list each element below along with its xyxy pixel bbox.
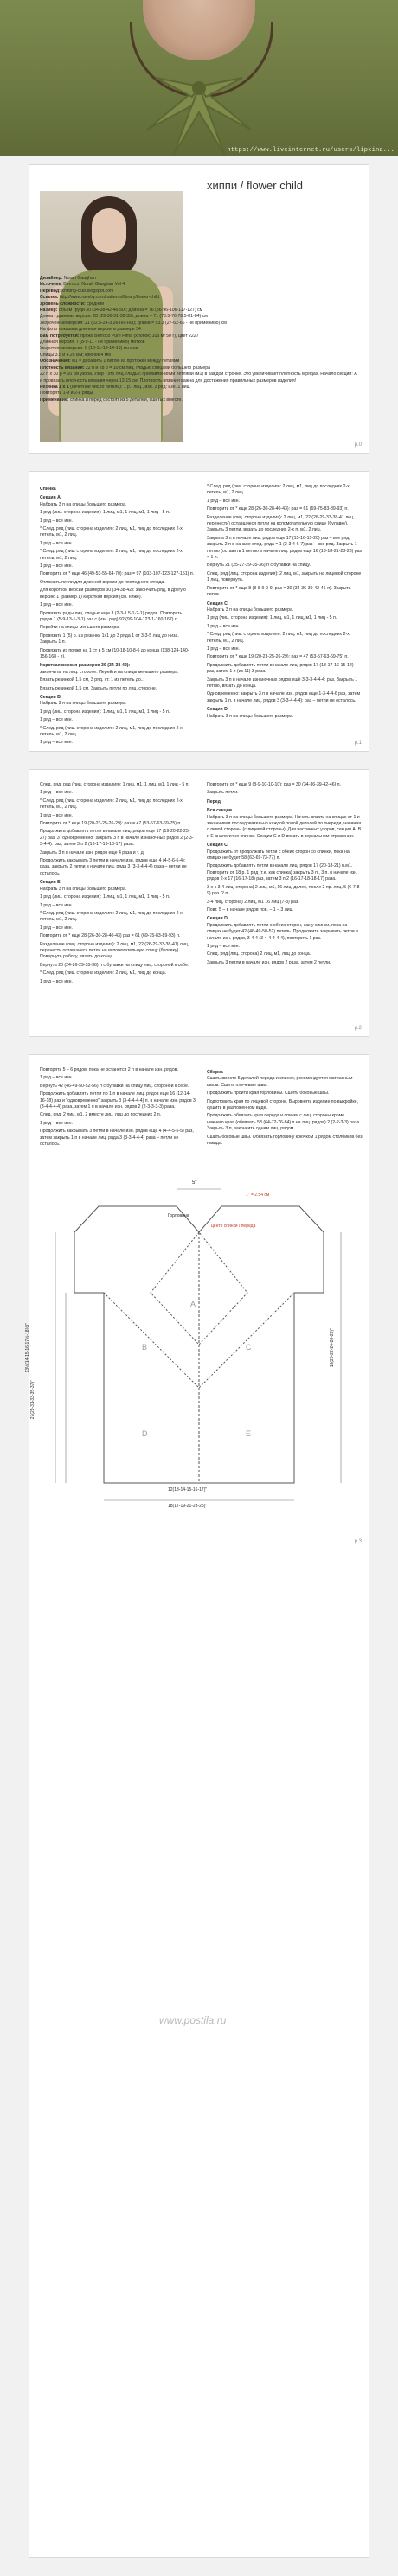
info-line — [40, 366, 360, 372]
info-label: Обозначения: — [40, 359, 73, 365]
info-label: Источник: — [40, 282, 64, 288]
pattern-page-2 — [29, 471, 369, 752]
instruction-line: Набрать 3 п на спицы большего размера. — [40, 501, 127, 507]
info-text: http://www.ravelry.com/patterns/library/flower-child — [59, 295, 160, 301]
instruction-line: * След. ряд (лиц. сторона изделия): 2 лиц, м1, лиц до последних 2-х петель, м1, 2 лиц. — [40, 910, 183, 923]
instruction-line: Закрыть 3 п в начале лиц. рядов еще 17 (15-16-15-20) раз – все ряд, закрыть 2 п в начале след. ряда = 1 (2-3-4-6-7) раз – все ряд. Закрыть 1 петлю (оставить 1 петлю в начале лиц. рядов еще 16 (18-18-21-23-26) раз = 1 п. — [207, 535, 362, 561]
info-line — [40, 308, 360, 314]
section-heading: Секция Е — [40, 880, 61, 886]
instruction-line: 1 ряд – все изн. — [40, 1075, 73, 1081]
right-dimension: 18(20-22-24-26-28)" — [329, 1328, 335, 1368]
info-label: Плотность вязания: — [40, 365, 86, 371]
instruction-line: 1 ряд – все изн. — [40, 812, 73, 818]
info-text: 22 п и 28 р = 10 см лиц. гладью спицами большего размера — [85, 365, 211, 371]
section-heading: Секция А — [40, 495, 61, 501]
section-heading: Сборка — [207, 1070, 223, 1075]
pattern-info — [40, 276, 360, 404]
info-line — [40, 340, 360, 346]
info-line — [40, 372, 360, 385]
instruction-line: закончить, на лиц. стороне. Перейти на спицы меньшего размера. — [40, 669, 179, 675]
instruction-line: 1 ряд – все изн. — [40, 740, 73, 746]
info-label: Ссылка: — [40, 295, 60, 301]
pattern-page-1 — [29, 164, 369, 454]
instruction-line: Продолжить добавлять петли по 1 п в начале лиц. рядов еще 16 (12-14-16-18) раз и "одновременно" закрыть 3 (3-4-4-4-4) п. в начале изн. рядов 3 (3-4-4-4-4) раза, затем 1 п в начале изн. рядов 2 (2-3-3-3-3) раза. — [40, 1091, 196, 1110]
section-heading: Спинка — [40, 487, 56, 492]
page-number: p.3 — [354, 1539, 362, 1544]
info-line — [40, 327, 360, 333]
instruction-line: 1 ряд – все изн. — [40, 540, 73, 546]
info-text: Повторять 1-й и 2-й ряды. — [40, 391, 94, 397]
instruction-line: 1 ряд – все изн. — [207, 646, 240, 652]
leaf-motif — [138, 52, 260, 156]
instruction-line: Продолжить добавлять петли в начале лиц. рядов 17 (18-17-16-15-14) раз, затем 1 п (из 11) 3 раза. — [207, 662, 354, 675]
center-label: центр спинки / переда — [211, 1224, 256, 1229]
instruction-line: 1 ряд (лиц. сторона изделия): 1 лиц, м1, 1 лиц, м1, 1 лиц - 5 п. — [40, 709, 170, 715]
info-text: м1 = добавить 1 петлю из протяжки между петлями — [72, 359, 180, 365]
info-text: Длина - длинная версия: 28 (29-30-31-32-33); длина = 71 (73.5-76-78.5-81-84) см — [40, 314, 208, 320]
model-face — [92, 208, 126, 253]
info-text: пряжа Berroco Pure Pima (хлопок; 105 м/ 50 г), цвет 2227 — [80, 333, 199, 339]
info-text: Укороченная версия: 21 (22.5-24-3.26-н/а-н/а); длина = 53.3 (27-62-66 - не применимо) см — [40, 320, 227, 326]
section-heading: Короткая версия размеров 30 (34-38-42): — [40, 663, 131, 669]
instruction-line: Продолжить от продолжать петли с обеих сторон со спинки, пока на спицах не будет 58 (63-69-73-77) п. — [207, 849, 350, 862]
instruction-line: 1 ряд – все изн. — [40, 602, 73, 608]
instruction-line: 1 ряд – все изн. — [207, 623, 240, 629]
instruction-line: Повторять 5 – 6 рядов, пока не останется 2 п в начале изн. рядов. — [40, 1067, 178, 1072]
instruction-line: Повторить от * еще 28 (26-30-28-40-43): раз = 61 (69-75-83-89-93) п. — [207, 506, 349, 512]
info-line — [40, 334, 360, 340]
page-number: p.1 — [354, 741, 362, 746]
watermark: www.postila.ru — [159, 2014, 227, 2026]
section-heading: Секция В — [40, 694, 61, 700]
info-label: Размер: — [40, 308, 59, 314]
instruction-line: 1 ряд (лиц. сторона изделия): 1 лиц, м1, 1 лиц, м1, 1 лиц - 5 п. — [40, 510, 170, 516]
instruction-line: Закрыть 3 петли в начале изн. рядов 2 раза, затем 2 петли. — [207, 959, 331, 965]
front-instructions — [207, 782, 363, 968]
page-number: p.0 — [354, 442, 362, 448]
instruction-line: 3-х с 3-4 лиц, сторона) 2 лиц, м1, 16 лиц, далее, после 2 пр. лиц. 5 (6-7-8-9) раз. 2 п. — [207, 884, 362, 897]
info-text: Norah Gaughan — [63, 276, 96, 281]
info-line — [40, 302, 360, 308]
instruction-line: След. ряд (лиц. сторона) 2 лиц, м1, лиц до конца. — [207, 951, 311, 957]
instruction-line: 3-4 лиц, сторона) 2 лиц, м1 16 лиц (7-8) раз. — [207, 899, 299, 905]
instruction-line: Провязать ряды лиц. гладью еще 3 (2-3-1.5-1-2-1) рядов. Повторять рядов 1 (5-9-13-1-3-1) раз с (изн. ряд) 92 (99-104-123-1-160-167) п. — [40, 610, 183, 622]
instruction-line: Продолжить закрывать 3 петли в начале изн. рядов еще 4 (4-4-5-5-5) раз, затем закрыть 1 п в начале лиц. ряда 3 (3-3-4-4-4) раза – петли не осталось. — [40, 1129, 194, 1148]
instruction-line: Набрать 3 п на спицы большего размера. — [207, 607, 294, 613]
info-label: Дизайнер: — [40, 276, 64, 281]
instruction-line: 1 ряд (лиц. сторона изделия): 1 лиц, м1, 1 лиц, м1, 1 лиц - 5 п. — [207, 615, 337, 621]
instruction-line: 1 ряд – все изн. — [40, 925, 73, 931]
instruction-line: Вернуть 20 (24-26-29-35-36) п с булавки на спицу лиц. стороной к себе. — [40, 962, 189, 968]
instruction-line: Перейти на спицы меньшего размера. — [40, 625, 120, 631]
conversion-note: 1" = 2.54 см — [246, 1193, 270, 1198]
instruction-line: Набрать 3 п на спицы большего размера. — [40, 886, 127, 892]
instruction-line: Провязать 1 (5) р. из резинки 1x1 до 3 ряда 1 от 3-3-5 лиц до низа. Закрыть 1 п. — [40, 633, 179, 646]
instruction-line: Разделение (лиц. сторона изделия): 2 лиц, м1, 22 (26-29-33-38-41) лиц, перенести оставшиеся петли на вспомогательную спицу (булавку). Повернуть работу, вязать до конца. — [40, 941, 189, 960]
instruction-line: Повторить от * еще 28 (26-30-28-40-43) раз = 61 (69-75-83-89-93) п. — [40, 933, 181, 939]
info-line — [40, 314, 360, 320]
info-label: Перевод: — [40, 288, 62, 294]
top-dimension: 5" — [192, 1180, 197, 1186]
info-text: Укороченная версия: 6 (10-11-13-14-16) мотков — [40, 346, 138, 352]
instruction-line: Провязать из пряжи на 1 ст в 5 см (10-18-10-8-6 до конца (138-124-140-156-168 - п). — [40, 647, 189, 659]
schematic-svg — [38, 1172, 360, 1535]
info-label: Резинка 1 x 1 — [40, 384, 71, 390]
section-c-label: C — [246, 1343, 252, 1352]
section-heading: Секция D — [207, 916, 228, 922]
model-skirt — [61, 398, 161, 442]
instruction-line: Повторить от * еще 9 (8-9-10-10-10): раз = 30 (34-36-39-42-46) п. — [207, 782, 342, 787]
instruction-line: 1 ряд – все изн. — [40, 563, 73, 569]
info-line — [40, 321, 360, 327]
info-label: Уровень сложности: — [40, 301, 87, 307]
instruction-line: Закрыть 3 п в начале изн. рядов еще 4 раза и т. д. — [40, 849, 145, 855]
instruction-line: Сшить боковые швы. Обвязать горловину крючком 1 рядом столбиков без накида. — [207, 1134, 363, 1147]
hero-photo — [0, 0, 398, 156]
instruction-line: 1 ряд – все изн. — [40, 978, 73, 984]
bottom-dimension: 18(17-19-21-23-25)" — [168, 1504, 208, 1509]
instruction-line: * След. ряд (лиц. сторона изделия): 2 лиц, м1, лиц до последних 2-х петель, м1, 2 лиц. — [40, 725, 183, 737]
left-dimension-2: 27(29-31-33-35-37)" — [29, 1380, 35, 1420]
info-text: 22 п x 30 р = 10 см узора. Узор - это лиц. гладь с прибавлениями петлями (м1) в каждой строчке. Это увеличивает плотность в рядах. Начало секции: А и провязать плотность вязания через 13-15 см. Плотность вязания важна для достижения правильных размеров изделия! — [40, 372, 357, 384]
section-e-label: E — [246, 1429, 252, 1438]
pattern-page-4 — [25, 1054, 369, 2558]
instruction-line: Повт. 5 – в начале рядов пов. – 1 – 3 лиц. — [207, 906, 294, 913]
info-line — [40, 346, 360, 352]
info-line — [40, 359, 360, 365]
section-b-label: B — [142, 1343, 148, 1352]
instruction-line: Набрать 3 п на спицы большего размера. — [40, 701, 127, 707]
section-heading: Секция С — [207, 843, 228, 849]
info-text: Спицы 3.5 и 4.25 мм; крючок 4 мм — [40, 352, 111, 358]
instruction-line: Для короткой версии размеров 30 (34-38-42): закончить ряд, в другую версию 1 (размер 1) Короткая версия (см. ниже). — [40, 588, 186, 600]
instruction-line: Повторить от * еще 19 (20-23-25-26-29): раз = 47 (53-57-63-69-75) п. — [40, 821, 182, 827]
instruction-line: 1 ряд (лиц. сторона изделия): 1 лиц, м1, 1 лиц, м1, 1 лиц - 5 п. — [40, 894, 170, 900]
pattern-page-3 — [29, 769, 369, 1037]
info-label: Примечание: — [40, 397, 70, 403]
instruction-line: Закрыть петли. — [207, 790, 239, 796]
info-line — [40, 276, 360, 282]
instruction-line: 1 ряд – все изн. — [40, 902, 73, 908]
info-text: Длинная версия: 7 (8-9-11 - не применимо) мотков — [40, 340, 145, 346]
info-line — [40, 398, 360, 404]
photo-url-caption[interactable]: https://www.liveinternet.ru/users/lipkina... — [227, 147, 395, 154]
instruction-line: Закрыть 3 п в начале изнаночных рядов ещё 3-3-3-4-4-4: раз. Закрыть 1 петлю, вязать до конца. — [207, 677, 358, 689]
instruction-line: След. ряд: 2 лиц, м1, 2 вместе лиц, лиц до последних 2 п. — [40, 1112, 162, 1118]
info-line — [40, 295, 360, 301]
instruction-line: * След. ряд (лиц. сторона изделия): 2 лиц, м1, лиц до последних 2-х петель, м1, 2 лиц. — [40, 798, 183, 811]
neck-label: Горловина — [168, 1213, 189, 1218]
instruction-line: Продолжить добавлять петли в начале лиц. рядов 17 (20-18-21) п.м1. Повторить от 18 р. 1 ряд (т.е. как спинка) закрыть 3 п., 3 п. в начале изн. рядов 2-х 17 (16-17-18) раз, затем 3 п 2 (16-17-18-18-17) раза. — [207, 863, 358, 882]
back-instructions-continued — [40, 782, 196, 987]
info-line — [40, 391, 360, 397]
instruction-line: След. ряд (лиц. сторона изделия): 2 лиц, м1, закрыть на лицевой стороне 1 лиц, повернуть. — [207, 570, 362, 583]
instruction-line: Одновременно: закрыть 3 п в начале изн. рядов еще 1-3-4-4-6 раз, затем закрыть 1 п. в начале лиц. рядов 3 (3-3-4-4-4): раз – петли не осталось. — [207, 691, 361, 703]
back-instructions-right — [207, 484, 363, 722]
instruction-line: Разделение (лиц. сторона изделия): 2 лиц, м1, 22 (26-29-33-38-41 лиц, перенести) оставшиеся петли на вспомогательную спицу (булавку). Закрыть 3 петли, вязать до последних 2-х п, м1, 2 лиц. — [207, 514, 355, 533]
section-heading: Перед — [207, 798, 221, 805]
instruction-line: Набрать 3 п на спицы большего размера. Начать вязать на спицах от 1 и заканчивая последовательно каждой полой деталей по очереди, начиная с левой стороны (с лицевой стороны). Для частичных узоров, секции А, В и Е аналогично спинке. Секции С и D вязать в зеркальном отражении. — [207, 814, 362, 839]
instruction-line: Вязать резинкой 1.5 см. Закрыть петли по лиц. стороне. — [40, 685, 157, 691]
instruction-line: * След. ряд (лиц. сторона изделия): 2 лиц, м1, лиц до последних 2-х петель, м1, 2 лиц. — [207, 484, 350, 496]
info-line — [40, 289, 360, 295]
instruction-line: Продолжить добавлять петли в начале лиц. рядов еще 17 (19-20-22-25-27) раз, 3 "одновременно" закрыть 3 п в начале изнаночных рядов 2 (2-3-3-4-4): раз, затем 3 п 2 (16-17-18-18-17) раза. — [40, 829, 194, 848]
instruction-line: Повторить от * еще 46 (49-53-55-64-70): раз = 97 (103-107-123-127-151) п. — [40, 571, 195, 577]
instruction-line: 1 ряд – все изн. — [40, 1120, 73, 1126]
instruction-line: След. ряд. ряд (лиц. сторона изделия): 1 лиц, м1, 1 лиц, м1, 1 лиц - 5 п. — [40, 782, 189, 787]
width-dimension: 12(13-14-15-16-17)" — [168, 1487, 208, 1492]
schematic-diagram — [25, 1172, 360, 1535]
instruction-line: Повторить от * еще 8 (8-8-9-9-9) раз = 30 (34-36-39-42-46-п). Закрыть петли. — [207, 585, 351, 598]
instruction-line: * След. ряд (лиц. сторона изделия): 2 лиц, м1, лиц до конца. — [40, 970, 167, 976]
instruction-line: 1 ряд – все изн. — [207, 943, 240, 949]
info-text: спинка и перед состоят из 5 деталей, сшитых вместе. — [69, 397, 183, 403]
pattern-title: хиппи / flower child — [207, 179, 303, 192]
instruction-line: Вернуть 21 (25-27-29-35-36) п с булавки на спицу. — [207, 563, 311, 569]
instruction-line: Подготовить края по лицевой стороне. Выровнять изделие по выкройке, сушить в разложенном виде. — [207, 1098, 358, 1111]
section-heading: Вся секция — [207, 808, 232, 814]
finishing-instructions — [207, 1067, 363, 1148]
instruction-line: * След. ряд (лиц. сторона изделия): 2 лиц, м1, лиц до последних 2-х петель, м1, 2 лиц. — [40, 526, 183, 538]
instruction-line: Набрать 3 п на спицы большего размера. — [207, 713, 294, 719]
instruction-line: Отложить петли для длинной версии до последнего отхода. — [40, 579, 165, 585]
section-heading: Секция D — [207, 707, 228, 713]
info-text: Berroco: Norah Gaughan Vol 4 — [63, 282, 125, 288]
info-text: На фото показана длинная версия в размере 34 — [40, 327, 141, 333]
section-heading: Секция С — [207, 601, 228, 607]
page-number: p.2 — [354, 1026, 362, 1031]
info-text: (нечетное число петель): 1 р.: лиц., изн. 2 ряд: изн. 1 лиц. — [70, 384, 191, 390]
instruction-line: Продолжить закрывать 3 петли в начале изн. рядов еще 4 (4-5-6-6-4): раза, закрыть 2 петли в начале лиц. ряда 3 (3-3-4-4-4) раза – петли не осталось. — [40, 858, 187, 876]
instruction-line: Вернуть 42 (46-49-50-52-56) п с булавки на спицу лиц. стороной к себе. — [40, 1083, 189, 1089]
instruction-line: Вязать резинкой 1.5 см, 3 ряд. ст. 1 из петель до... — [40, 677, 145, 684]
info-label: Вам потребуется: — [40, 333, 80, 339]
left-dimension: 13½(14-15-16-17½-18½)" — [25, 1322, 31, 1373]
info-text: knitting-club.blogspot.com — [61, 288, 114, 294]
info-text: объем груди 30 (34-38-42-46-50); длинна = 76 (86-96-106-117-127) см — [58, 308, 203, 314]
instruction-line: * След. ряд (лиц. сторона изделия): 2 лиц, м1, лиц до последних 2-х петель, м1, 2 лиц. — [40, 549, 183, 561]
instruction-line: * След. ряд (лиц. сторона изделия): 2 лиц, м1, лиц до последних 2-х петель, м1, 2 лиц. — [207, 632, 350, 644]
instruction-line: Продолжить пройти края горловины. Сшить боковые швы. — [207, 1091, 330, 1097]
instruction-line: Продолжить обвязать края переда и спинки с лиц. стороны кроме нижнего края (обвязать 58 (64-72-76-84) п на лиц. рядов) 2 (2-2-3-3) раза. Закрыть 3 п, закончить одним лиц. рядом. — [207, 1113, 361, 1132]
back-instructions-left — [40, 484, 196, 748]
instruction-line: Повторить от * еще 19 (20-23-25-26-29): раз = 47 (53-57-63-69-75) п. — [207, 654, 349, 660]
instruction-line: Продолжить добавлять петли с обеих сторон, как у спинки, пока на спицах не будет 42 (46-49-50-52) петель. Продолжить закрывать петли в начале изн. рядов, 3-4-4 (3-4-4-4-4-4), повторить 1 раз. — [207, 922, 358, 941]
instruction-line: 1 ряд – все изн. — [207, 498, 240, 504]
instruction-line: 1 ряд – все изн. — [40, 518, 73, 524]
instruction-line: 1 ряд – все изн. — [40, 790, 73, 796]
info-text: средний — [87, 301, 104, 307]
section-d-label: D — [142, 1429, 148, 1438]
section-a-label: A — [190, 1300, 196, 1308]
front-instructions-end — [40, 1067, 196, 1149]
instruction-line: Сшить вместе 5 деталей переда и спинки, рекомендуется матрасным швом. Сшить плечевые швы. — [207, 1076, 353, 1088]
instruction-line: 1 ряд – все изн. — [40, 717, 73, 723]
info-line — [40, 282, 360, 288]
